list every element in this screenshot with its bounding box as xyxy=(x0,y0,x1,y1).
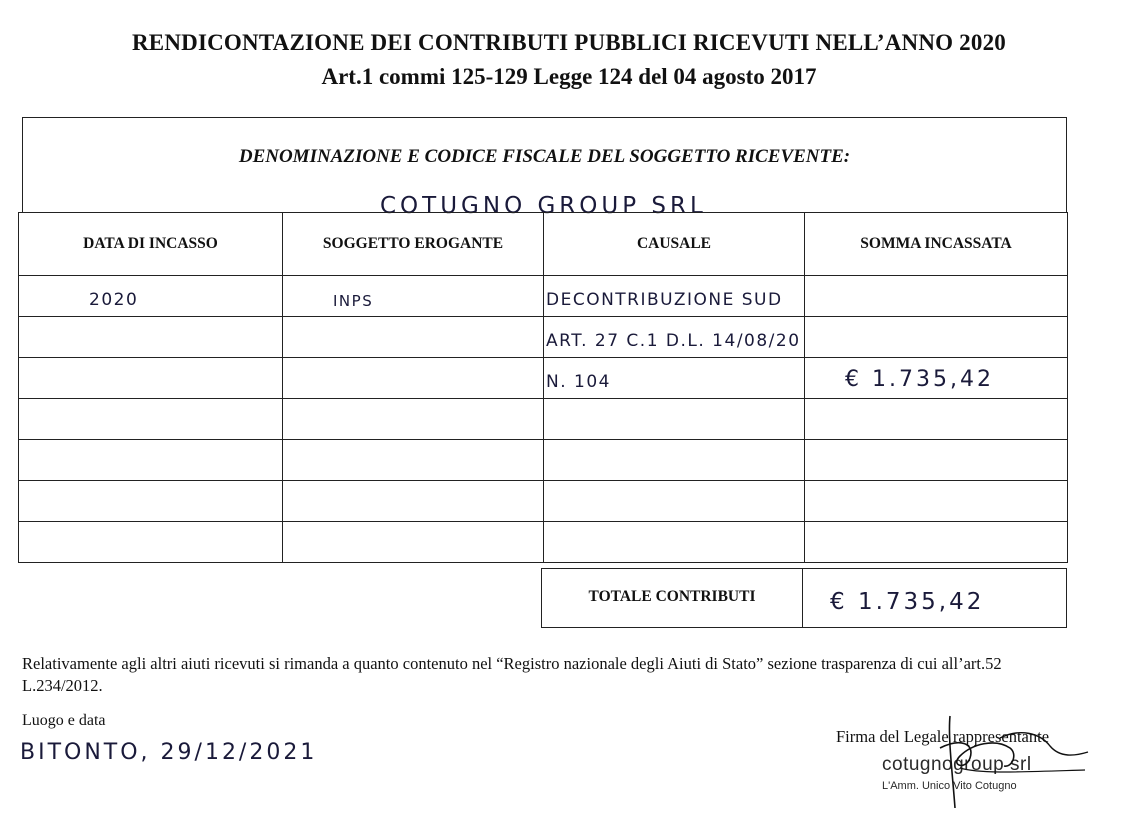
table-cell xyxy=(805,317,1068,358)
table-cell xyxy=(19,358,283,399)
table-cell xyxy=(19,522,283,563)
table-cell xyxy=(19,276,283,317)
table-cell xyxy=(544,276,805,317)
date-value: 2020 xyxy=(89,290,139,310)
totale-box xyxy=(802,568,1067,628)
transparency-note: Relativamente agli altri aiuti ricevuti si rimanda a quanto contenuto nel “Registro nazionale degli Aiuti di Stato” sezione trasparenza di cui all’art.52 L.234/2012. xyxy=(22,654,1002,695)
table-cell xyxy=(283,440,544,481)
table-cell xyxy=(544,399,805,440)
table-cell xyxy=(283,522,544,563)
table-cell xyxy=(283,317,544,358)
table-row xyxy=(19,358,1068,399)
stamp-subtitle: L'Amm. Unico Vito Cotugno xyxy=(882,780,1017,792)
totale-value: € 1.735,42 xyxy=(830,589,985,615)
document-title: RENDICONTAZIONE DEI CONTRIBUTI PUBBLICI RICEVUTI NELL’ANNO 2020 xyxy=(132,30,1006,55)
table-cell xyxy=(805,358,1068,399)
table-row xyxy=(19,481,1068,522)
column-header: DATA DI INCASSO xyxy=(19,213,283,276)
table-cell xyxy=(544,481,805,522)
column-header: SOGGETTO EROGANTE xyxy=(283,213,544,276)
table-cell xyxy=(805,440,1068,481)
column-header: CAUSALE xyxy=(544,213,805,276)
table-cell xyxy=(283,276,544,317)
table-cell xyxy=(544,317,805,358)
table-cell xyxy=(805,399,1068,440)
table-cell xyxy=(283,399,544,440)
soggetto-value: INPS xyxy=(333,292,374,310)
luogo-label: Luogo e data xyxy=(22,712,106,729)
document-subtitle: Art.1 commi 125-129 Legge 124 del 04 agosto 2017 xyxy=(321,64,817,89)
contributions-table xyxy=(18,212,1068,563)
table-cell xyxy=(283,481,544,522)
recipient-name: COTUGNO GROUP SRL xyxy=(380,193,707,219)
firma-label: Firma del Legale rappresentante xyxy=(836,727,1050,746)
table-cell xyxy=(544,440,805,481)
table-cell xyxy=(19,317,283,358)
column-header: SOMMA INCASSATA xyxy=(805,213,1068,276)
table-row xyxy=(19,276,1068,317)
table-row xyxy=(19,522,1068,563)
stamp-brand: cotugnogroup srl xyxy=(882,754,1032,775)
causale-value: DECONTRIBUZIONE SUD xyxy=(546,290,783,310)
table-cell xyxy=(805,481,1068,522)
table-cell xyxy=(544,522,805,563)
table-row xyxy=(19,317,1068,358)
recipient-label: DENOMINAZIONE E CODICE FISCALE DEL SOGGETTO RICEVENTE: xyxy=(238,146,851,167)
table-cell xyxy=(19,440,283,481)
luogo-value: BITONTO, 29/12/2021 xyxy=(20,740,318,765)
table-cell xyxy=(805,522,1068,563)
table-cell xyxy=(283,358,544,399)
table-cell xyxy=(544,358,805,399)
totale-label: TOTALE CONTRIBUTI xyxy=(541,568,803,628)
table-row xyxy=(19,440,1068,481)
signature-icon xyxy=(900,708,1090,818)
table-header-row xyxy=(19,213,1068,276)
causale-value: N. 104 xyxy=(546,372,611,392)
table-cell xyxy=(19,481,283,522)
table-cell xyxy=(19,399,283,440)
causale-value: ART. 27 C.1 D.L. 14/08/20 xyxy=(546,331,801,351)
table-row xyxy=(19,399,1068,440)
table-cell xyxy=(805,276,1068,317)
somma-value: € 1.735,42 xyxy=(845,367,994,392)
